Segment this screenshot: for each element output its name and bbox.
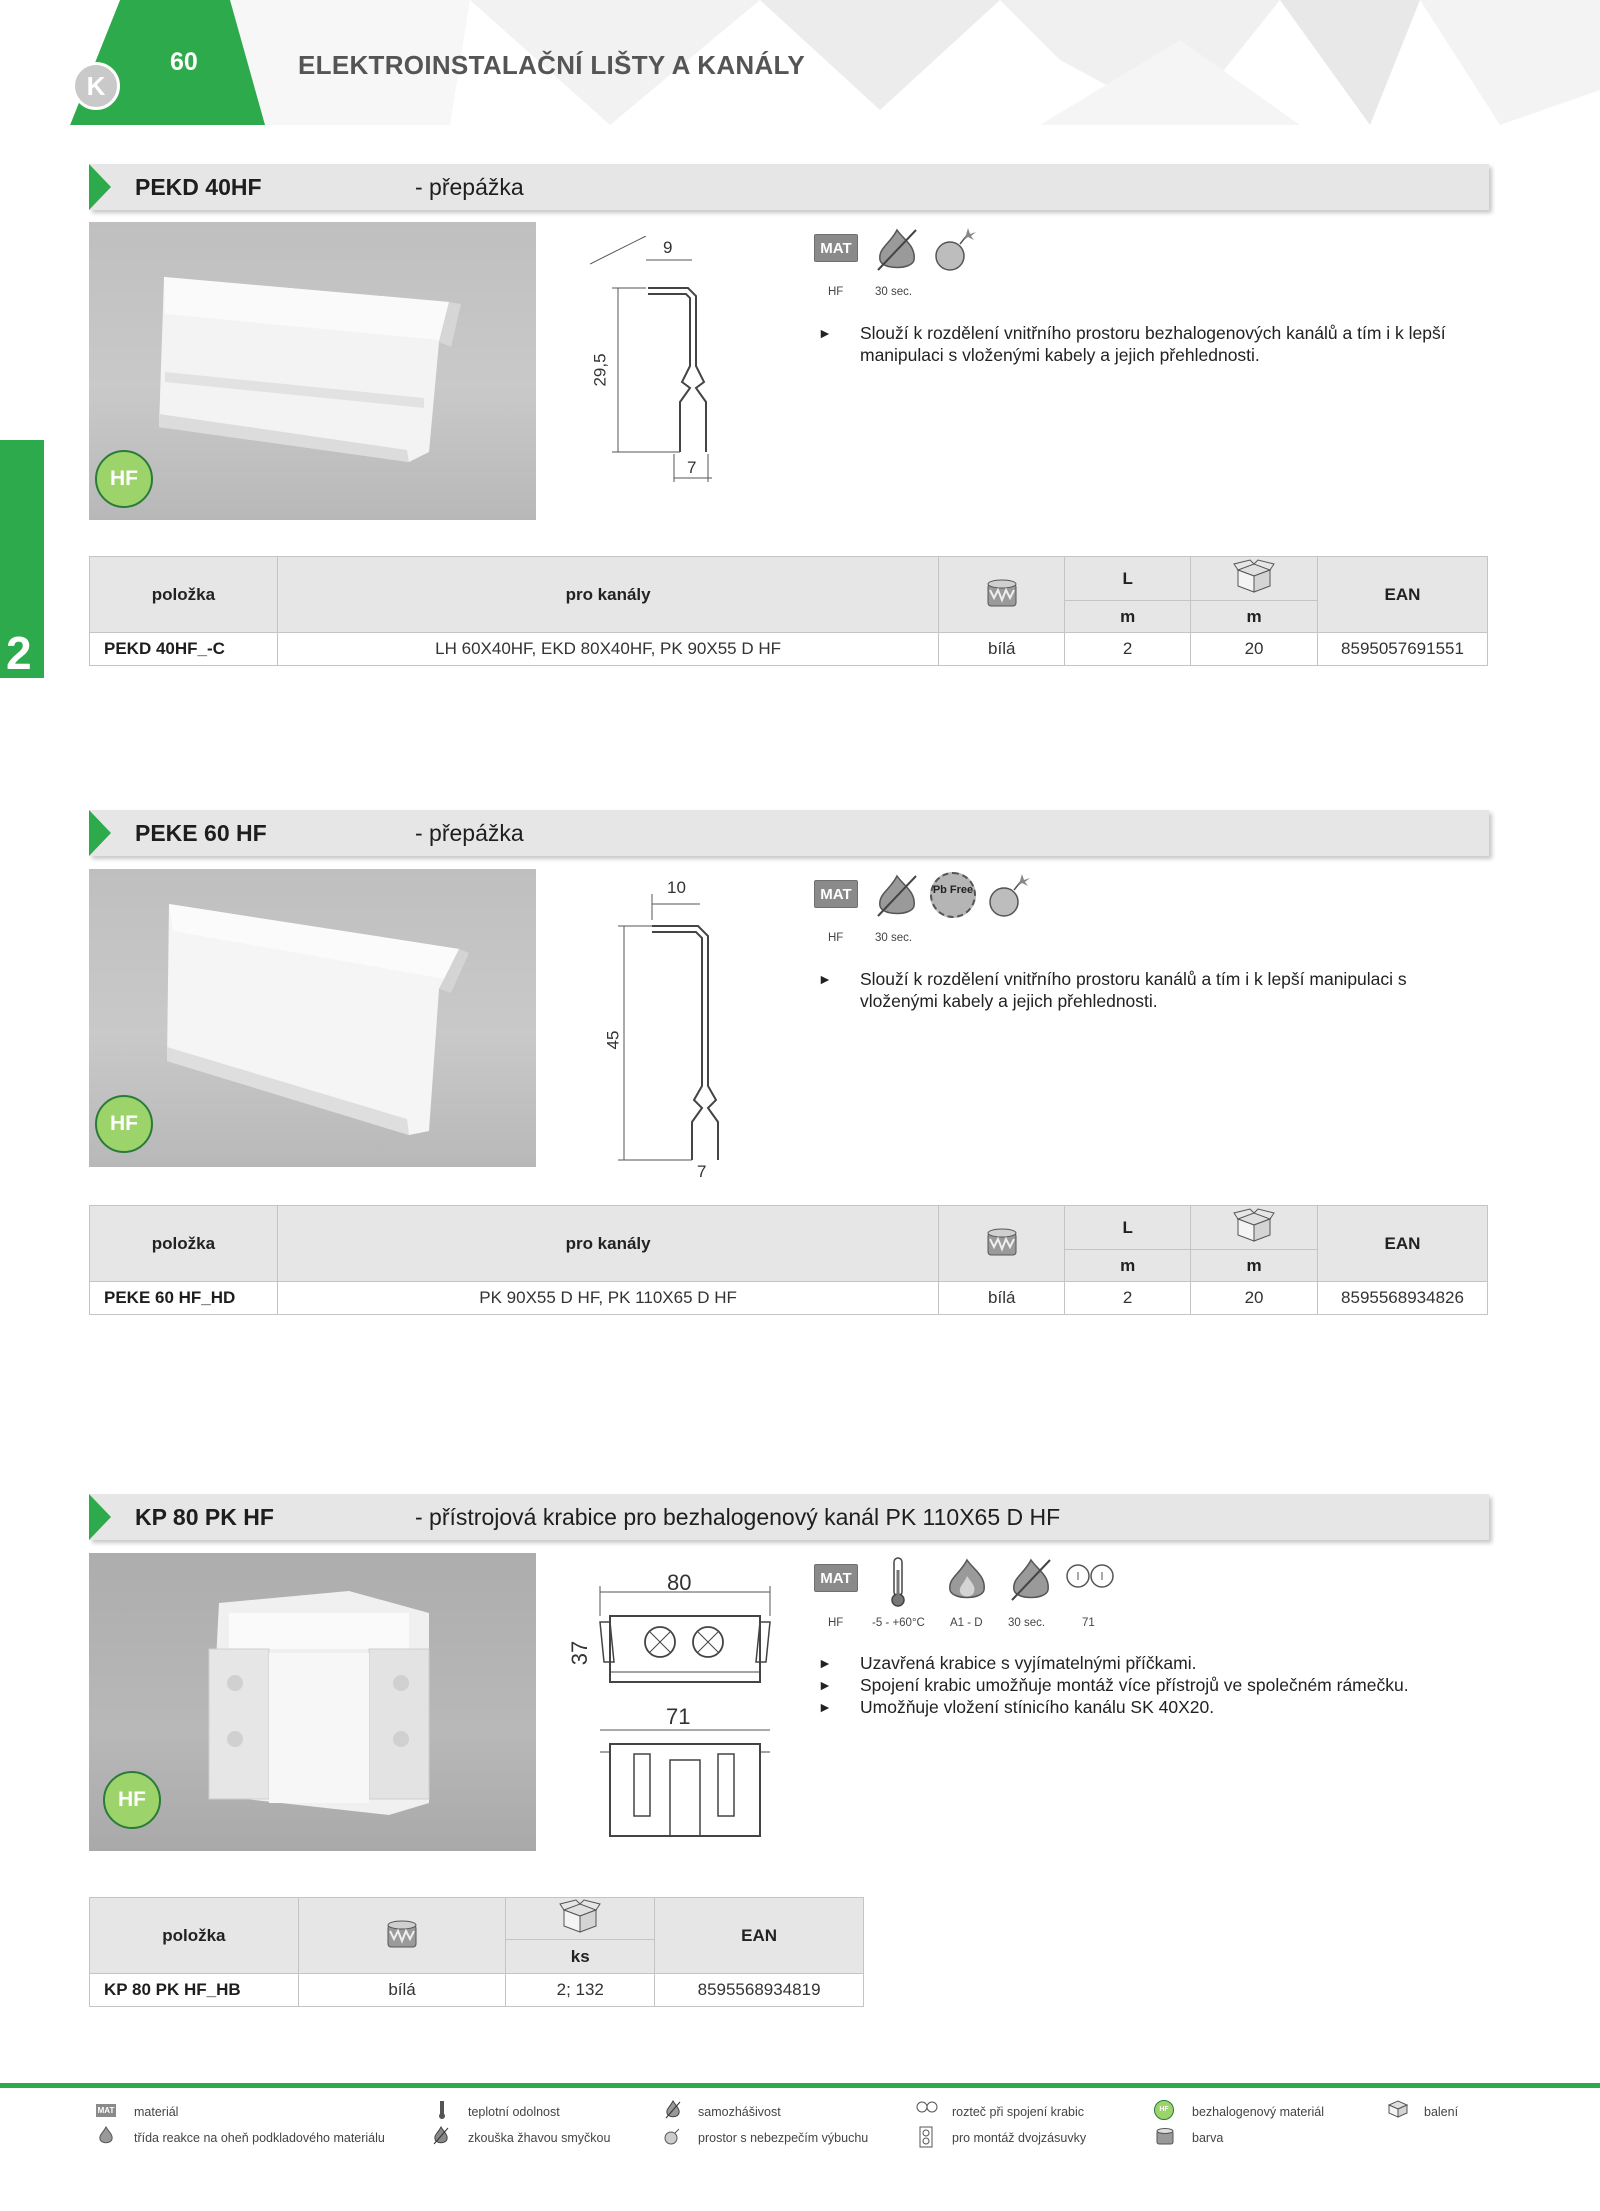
thermometer-icon xyxy=(438,2100,446,2120)
icon-caption: -5 - +60°C xyxy=(872,1617,925,1629)
cell-ean: 8595057691551 xyxy=(1318,633,1488,666)
legend-label: prostor s nebezpečím výbuchu xyxy=(698,2131,869,2145)
legend-label: zkouška žhavou smyčkou xyxy=(468,2131,611,2145)
product-photo xyxy=(89,1553,536,1851)
feature-list xyxy=(818,1652,1488,1718)
product-title-bar xyxy=(89,1494,1489,1540)
cell-item: PEKD 40HF_-C xyxy=(90,633,278,666)
feature-item: ► Umožňuje vložení stínicího kanálu SK 40X20. xyxy=(818,1696,1488,1718)
unit-length: m xyxy=(1065,601,1191,633)
dim-top: 10 xyxy=(667,878,686,897)
col-header-package xyxy=(1191,557,1318,601)
legend-label: pro montáž dvojzásuvky xyxy=(952,2131,1087,2145)
cell-package: 20 xyxy=(1191,1282,1318,1315)
feature-item: ► Uzavřená krabice s vyjímatelnými příčkami. xyxy=(818,1652,1488,1674)
dim-inner: 71 xyxy=(666,1704,691,1729)
table-row xyxy=(90,1282,1488,1315)
flame-base-icon xyxy=(98,2126,114,2146)
product-code: KP 80 PK HF xyxy=(135,1504,274,1530)
product-code: PEKD 40HF xyxy=(135,174,262,200)
cell-color: bílá xyxy=(939,1282,1065,1315)
icon-caption: 30 sec. xyxy=(875,286,913,298)
feature-list xyxy=(818,322,1488,366)
cell-item: KP 80 PK HF_HB xyxy=(90,1974,299,2007)
feature-item: ► Spojení krabic umožňuje montáž více přístrojů ve společném rámečku. xyxy=(818,1674,1488,1696)
icon-caption: HF xyxy=(828,1617,844,1629)
partition-render xyxy=(89,222,536,520)
flame-base-icon xyxy=(944,1556,990,1604)
legend-label: materiál xyxy=(134,2105,179,2119)
icon-caption: HF xyxy=(828,286,844,298)
legend-label: rozteč při spojení krabic xyxy=(952,2105,1085,2119)
mat-icon: MAT xyxy=(814,1564,858,1592)
bar-arrow xyxy=(89,164,111,210)
product-table xyxy=(89,1205,1488,1315)
unit-length: m xyxy=(1065,1250,1191,1282)
icon-caption: 30 sec. xyxy=(1008,1617,1046,1629)
hf-badge: HF xyxy=(95,450,153,508)
cell-item: PEKE 60 HF_HD xyxy=(90,1282,278,1315)
dim-height: 45 xyxy=(603,1030,623,1050)
flame-icon xyxy=(874,872,920,920)
pb-free-icon: Pb Free xyxy=(930,872,976,918)
flame-icon xyxy=(1008,1556,1054,1604)
cell-color: bílá xyxy=(298,1974,506,2007)
product-code: PEKE 60 HF xyxy=(135,820,267,846)
product-description: - přepážka xyxy=(415,820,524,846)
product-description: - přístrojová krabice pro bezhalogenový kanál PK 110X65 D HF xyxy=(415,1504,1061,1530)
legend-label: balení xyxy=(1424,2105,1459,2119)
thermometer-icon xyxy=(888,1556,908,1608)
glow-wire-icon xyxy=(432,2126,450,2146)
unit-package: ks xyxy=(506,1940,655,1974)
box-spacing-icon xyxy=(916,2100,938,2114)
cell-ean: 8595568934819 xyxy=(655,1974,864,2007)
hf-icon: HF xyxy=(1154,2100,1174,2120)
cell-length: 2 xyxy=(1065,1282,1191,1315)
col-header-item: položka xyxy=(90,557,278,633)
col-header-channels: pro kanály xyxy=(277,557,938,633)
mat-icon: MAT xyxy=(97,2106,115,2115)
dim-width: 80 xyxy=(667,1570,692,1595)
feature-list xyxy=(818,968,1468,1012)
dim-height: 37 xyxy=(567,1640,593,1666)
footer-divider xyxy=(0,2083,1600,2088)
col-header-channels: pro kanály xyxy=(277,1206,938,1282)
page-title: ELEKTROINSTALAČNÍ LIŠTY A KANÁLY xyxy=(298,50,805,80)
package-icon xyxy=(558,1898,602,1934)
explosion-icon xyxy=(930,226,976,274)
box-spacing-icon xyxy=(1064,1562,1116,1592)
legend-label: teplotní odolnost xyxy=(468,2105,560,2119)
mat-icon: MAT xyxy=(814,234,858,262)
unit-package: m xyxy=(1191,1250,1318,1282)
package-icon xyxy=(1232,1207,1276,1243)
cell-package: 20 xyxy=(1191,633,1318,666)
bar-arrow xyxy=(89,810,111,856)
feature-item: ► Slouží k rozdělení vnitřního prostoru kanálů a tím i k lepší manipulaci s vloženými kabely a jejich přehlednosti. xyxy=(818,968,1468,1012)
col-header-item: položka xyxy=(90,1206,278,1282)
col-header-color xyxy=(298,1898,506,1974)
col-header-item: položka xyxy=(90,1898,299,1974)
hf-badge: HF xyxy=(95,1095,153,1153)
page-number: 60 xyxy=(170,48,198,76)
cell-ean: 8595568934826 xyxy=(1318,1282,1488,1315)
explosion-icon xyxy=(662,2126,682,2146)
mat-icon: MAT xyxy=(814,880,858,908)
icon-caption: 30 sec. xyxy=(875,932,913,944)
col-header-color xyxy=(939,557,1065,633)
legend-label: třída reakce na oheň podkladového materiálu xyxy=(134,2131,385,2145)
product-table xyxy=(89,556,1488,666)
logo xyxy=(72,62,120,110)
col-header-length: L xyxy=(1065,557,1191,601)
product-title-bar xyxy=(89,810,1489,856)
icon-caption: A1 - D xyxy=(950,1617,983,1629)
package-icon xyxy=(1386,2098,1410,2118)
col-header-ean: EAN xyxy=(1318,557,1488,633)
product-photo xyxy=(89,869,536,1167)
profile-drawing xyxy=(590,236,730,486)
icon-caption: 71 xyxy=(1082,1617,1095,1629)
feature-item: ► Slouží k rozdělení vnitřního prostoru bezhalogenových kanálů a tím i k lepší manipulaci s vloženými kabely a jejich přehlednosti. xyxy=(818,322,1488,366)
cell-package: 2; 132 xyxy=(506,1974,655,2007)
flame-icon xyxy=(874,226,920,274)
col-header-length: L xyxy=(1065,1206,1191,1250)
package-icon xyxy=(1232,558,1276,594)
paint-can-icon xyxy=(984,1225,1020,1257)
explosion-icon xyxy=(984,872,1030,920)
legend-label: barva xyxy=(1192,2131,1224,2145)
table-row xyxy=(90,633,1488,666)
paint-can-icon xyxy=(384,1917,420,1949)
col-header-package xyxy=(1191,1206,1318,1250)
self-extinguish-icon xyxy=(664,2100,682,2120)
section-number: 2 xyxy=(6,627,32,679)
dim-bottom: 7 xyxy=(687,458,697,477)
double-socket-icon xyxy=(918,2126,934,2148)
hf-badge: HF xyxy=(103,1771,161,1829)
product-description: - přepážka xyxy=(415,174,524,200)
paint-can-icon xyxy=(1154,2126,1176,2146)
cell-channels: LH 60X40HF, EKD 80X40HF, PK 90X55 D HF xyxy=(277,633,938,666)
partition-render xyxy=(89,869,536,1167)
bar-arrow xyxy=(89,1494,111,1540)
col-header-ean: EAN xyxy=(655,1898,864,1974)
cell-color: bílá xyxy=(939,633,1065,666)
paint-can-icon xyxy=(984,576,1020,608)
legend-label: samozhášivost xyxy=(698,2105,781,2119)
dim-bottom: 7 xyxy=(697,1162,707,1181)
dim-height: 29,5 xyxy=(590,353,610,387)
legend-label: bezhalogenový materiál xyxy=(1192,2105,1325,2119)
unit-package: m xyxy=(1191,601,1318,633)
icon-caption: HF xyxy=(828,932,844,944)
cell-length: 2 xyxy=(1065,633,1191,666)
cell-channels: PK 90X55 D HF, PK 110X65 D HF xyxy=(277,1282,938,1315)
col-header-color xyxy=(939,1206,1065,1282)
table-row xyxy=(90,1974,864,2007)
col-header-ean: EAN xyxy=(1318,1206,1488,1282)
product-photo xyxy=(89,222,536,520)
col-header-package xyxy=(506,1898,655,1940)
product-table xyxy=(89,1897,864,2007)
dim-top: 9 xyxy=(663,238,673,257)
product-title-bar xyxy=(89,164,1489,210)
logo-letter: K xyxy=(86,71,106,101)
